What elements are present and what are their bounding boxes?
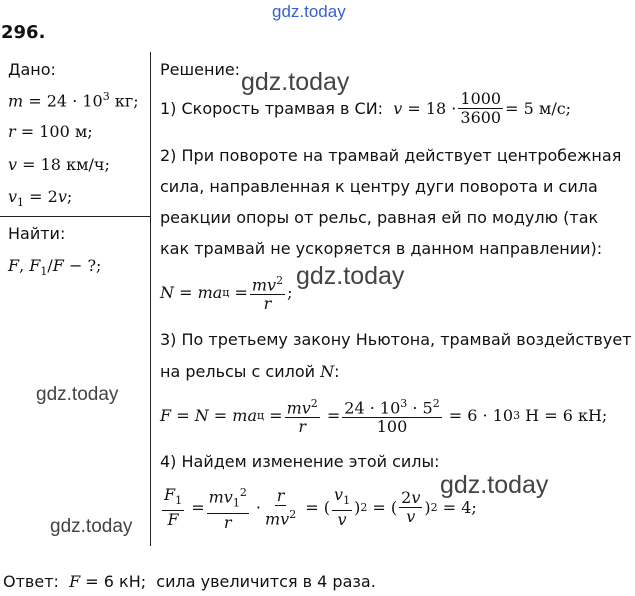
step4-equation: $\frac{F_1}{F}$ = $\frac{mv_1^2}{r}$ · $\frac{r}{mv^2}$ = ( $\frac{v_1}{v}$ ) 2 = ( $\frac{2v}{v}$ ) 2 = 4; <box>164 485 477 532</box>
given-mass: $m = 24 \cdot 10^3$ кг; <box>8 90 139 111</box>
watermark-1: gdz.today <box>241 68 350 96</box>
answer: Ответ: F = 6 кН; сила увеличится в 4 раза. <box>3 572 376 591</box>
watermark-4: gdz.today <box>440 471 549 499</box>
step1: 1) Скорость трамвая в СИ: v = 18 · $\frac{1000}{3600}$ = 5 м/с; <box>160 89 572 127</box>
step1-fraction: $\frac{1000}{3600}$ <box>460 89 502 127</box>
watermark-top: gdz.today <box>272 2 346 21</box>
problem-number: 296. <box>1 22 46 43</box>
step2-equation: N = ma ц = $\frac{mv^2}{r}$ ; <box>160 274 293 314</box>
step3-line2: на рельсы с силой N: <box>160 362 340 381</box>
step3-line1: 3) По третьему закону Ньютона, трамвай воздействует <box>160 330 632 349</box>
given-radius: r = 100 м; <box>8 122 93 141</box>
given-speed-1: $v_1 = 2v$; <box>8 187 73 210</box>
step2-line3: реакции опоры от рельс, равная ей по модулю (так <box>160 208 599 227</box>
step2-line2: сила, направленная к центру дуги поворота и сила <box>160 177 598 196</box>
solution-title: Решение: <box>160 60 241 79</box>
given-divider <box>0 216 150 217</box>
step2-line4: как трамвай не ускоряется в данном направлении): <box>160 239 603 258</box>
column-divider <box>150 52 151 546</box>
watermark-5: gdz.today <box>50 516 133 537</box>
step3-equation: F = N = ma ц = $\frac{mv^2}{r}$ = $\frac{24 \cdot 10^3 \cdot 5^2}{100}$ = 6 · 10 3 Н = 6 кН; <box>160 397 608 437</box>
step4-text: 4) Найдем изменение этой силы: <box>160 452 440 471</box>
find-title: Найти: <box>8 224 66 243</box>
find-expression: F, $F_1/F$ − ?; <box>8 256 102 279</box>
watermark-3: gdz.today <box>36 384 119 405</box>
watermark-2: gdz.today <box>296 262 405 290</box>
given-title: Дано: <box>8 60 56 79</box>
given-speed: v = 18 км/ч; <box>8 155 110 174</box>
step2-line1: 2) При повороте на трамвай действует центробежная <box>160 146 622 165</box>
